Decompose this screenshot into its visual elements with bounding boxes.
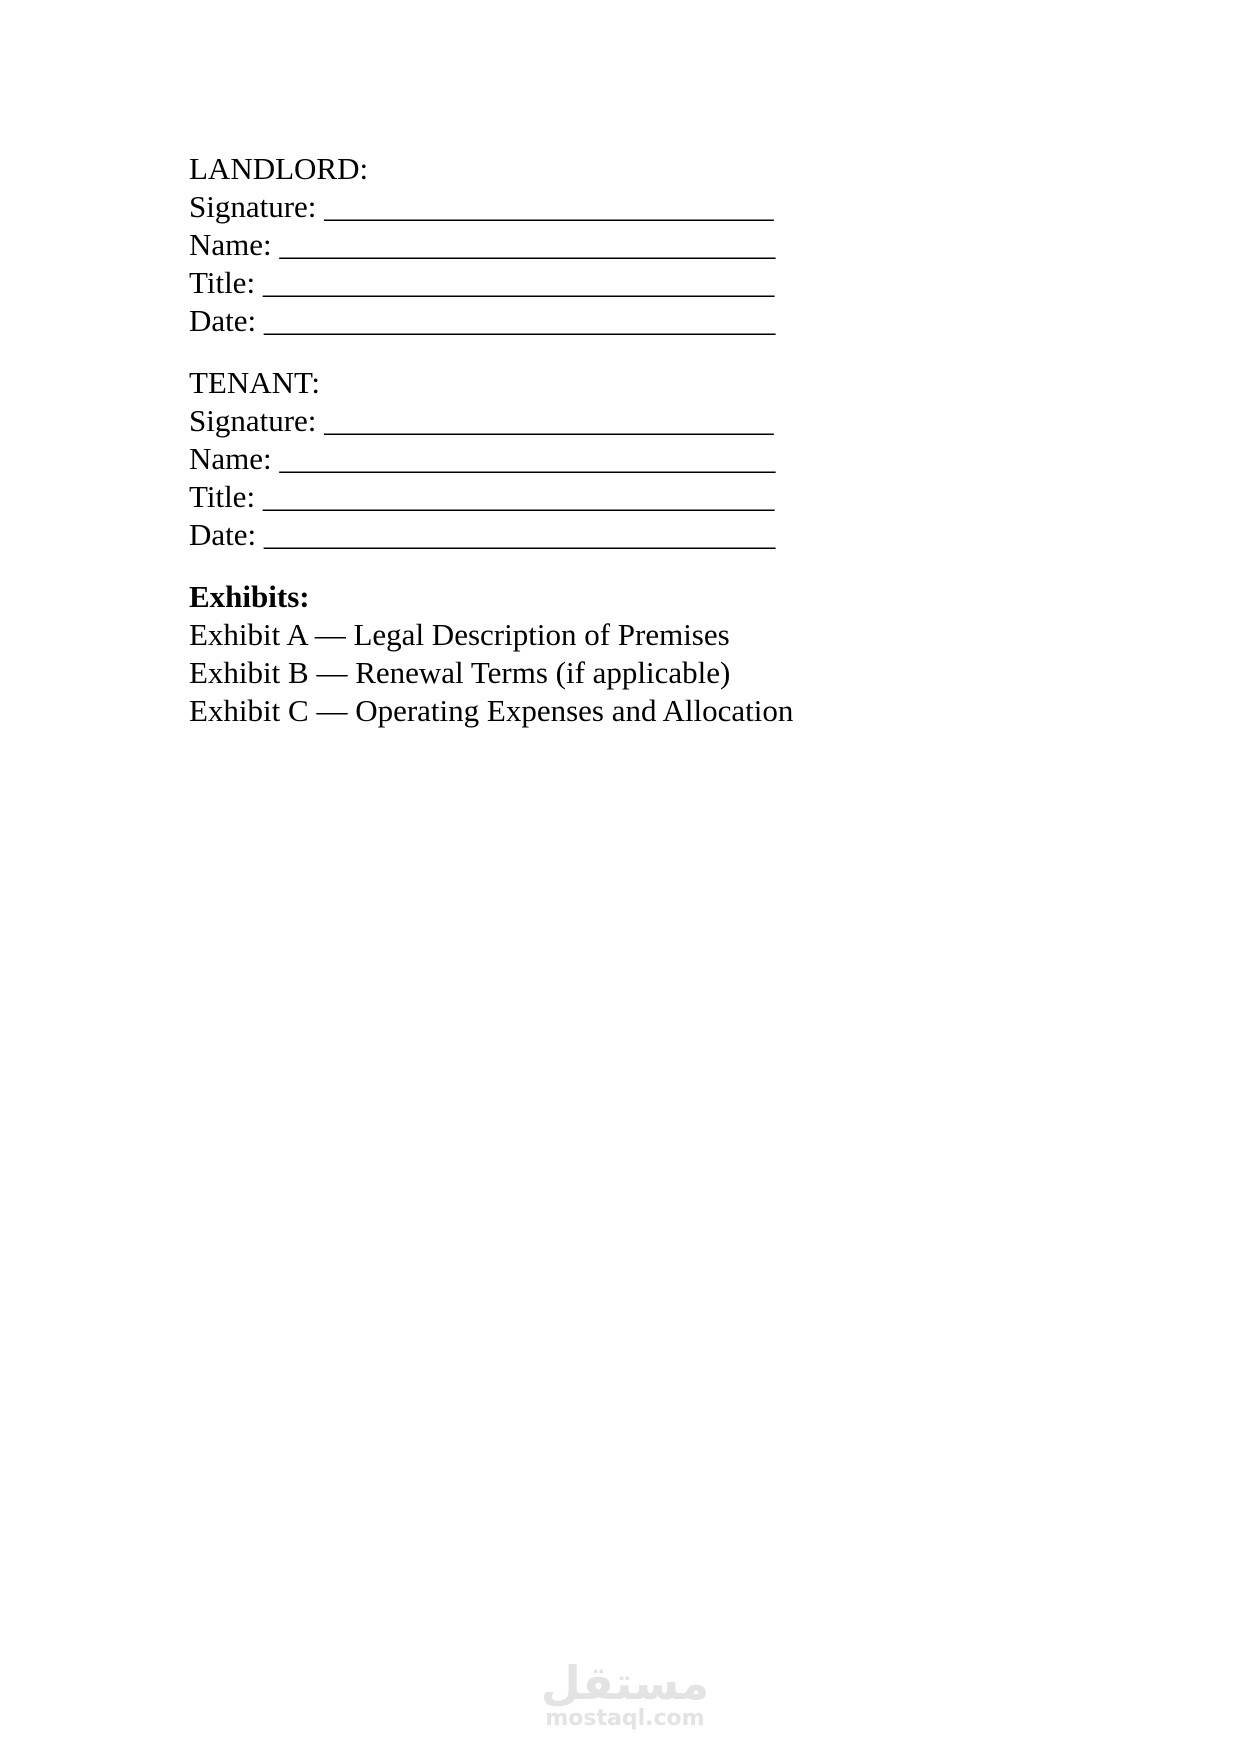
tenant-date-line bbox=[189, 516, 889, 554]
exhibits-heading: Exhibits: bbox=[189, 579, 310, 614]
tenant-name-line bbox=[189, 440, 889, 478]
signature-blank: _____________________________ bbox=[324, 189, 774, 224]
date-blank: _________________________________ bbox=[263, 517, 776, 552]
field-label: Title: bbox=[189, 479, 256, 514]
field-label: Date: bbox=[189, 517, 257, 552]
watermark-url: mostaql.com bbox=[545, 1706, 705, 1731]
landlord-signature-block bbox=[189, 150, 889, 340]
tenant-title-line bbox=[189, 478, 889, 516]
name-blank: ________________________________ bbox=[279, 441, 776, 476]
watermark-logo: مستقل bbox=[540, 1656, 710, 1710]
name-blank: ________________________________ bbox=[279, 227, 776, 262]
landlord-heading: LANDLORD: bbox=[189, 151, 369, 186]
exhibits-list bbox=[189, 578, 889, 730]
tenant-heading: TENANT: bbox=[189, 365, 321, 400]
exhibit-item: Exhibit C — Operating Expenses and Allocation bbox=[189, 693, 794, 728]
exhibit-item: Exhibit A — Legal Description of Premises bbox=[189, 617, 730, 652]
exhibit-item: Exhibit B — Renewal Terms (if applicable) bbox=[189, 655, 731, 690]
field-label: Signature: bbox=[189, 189, 317, 224]
watermark bbox=[540, 1656, 710, 1732]
landlord-date-line bbox=[189, 302, 889, 340]
field-label: Title: bbox=[189, 265, 256, 300]
landlord-signature-line bbox=[189, 188, 889, 226]
tenant-signature-block bbox=[189, 364, 889, 554]
landlord-name-line bbox=[189, 226, 889, 264]
landlord-title-line bbox=[189, 264, 889, 302]
block-spacer bbox=[189, 340, 889, 364]
signature-blank: _____________________________ bbox=[324, 403, 774, 438]
title-blank: _________________________________ bbox=[262, 479, 775, 514]
block-spacer bbox=[189, 554, 889, 578]
title-blank: _________________________________ bbox=[262, 265, 775, 300]
field-label: Signature: bbox=[189, 403, 317, 438]
field-label: Name: bbox=[189, 441, 272, 476]
date-blank: _________________________________ bbox=[263, 303, 776, 338]
tenant-signature-line bbox=[189, 402, 889, 440]
document-content bbox=[189, 150, 889, 730]
field-label: Name: bbox=[189, 227, 272, 262]
field-label: Date: bbox=[189, 303, 257, 338]
